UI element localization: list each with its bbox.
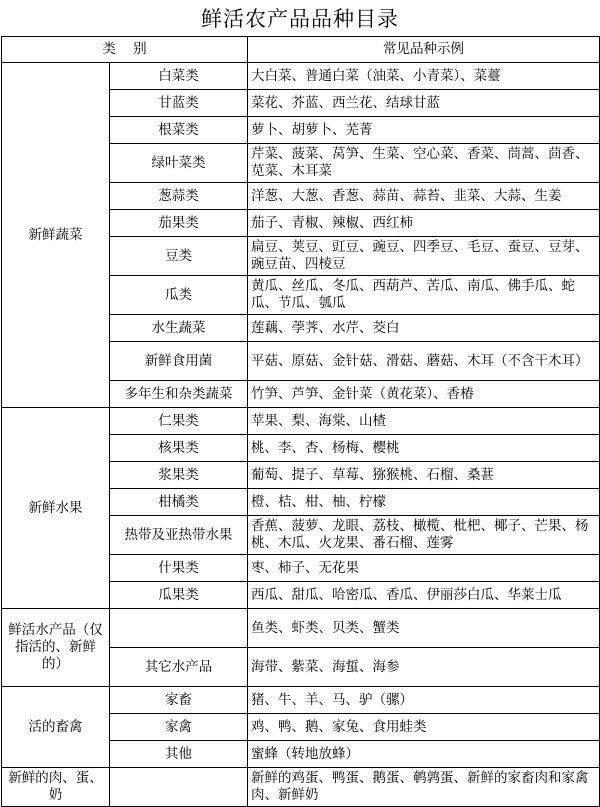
subcategory: 仁果类	[110, 408, 248, 435]
subcategory: 瓜果类	[110, 582, 248, 609]
examples: 鸡、鸭、鹅、家兔、食用蛙类	[248, 714, 600, 741]
header-category: 类 别	[2, 37, 248, 63]
subcategory: 多年生和杂类蔬菜	[110, 381, 248, 408]
table-row	[2, 768, 600, 807]
header-examples: 常见品种示例	[248, 37, 600, 63]
subcategory: 甘蓝类	[110, 90, 248, 117]
subcategory: 绿叶菜类	[110, 144, 248, 183]
table-row	[2, 63, 600, 90]
category-aquatic: 鲜活水产品（仅指活的、新鲜的）	[2, 609, 110, 687]
subcategory: 家禽	[110, 714, 248, 741]
examples: 香蕉、菠萝、龙眼、荔枝、橄榄、枇杷、椰子、芒果、杨桃、木瓜、火龙果、番石榴、莲雾	[248, 516, 600, 555]
examples: 海带、紫菜、海蜇、海参	[248, 648, 600, 687]
subcategory: 家畜	[110, 687, 248, 714]
subcategory: 柑橘类	[110, 489, 248, 516]
examples: 大白菜、普通白菜（油菜、小青菜）、菜薹	[248, 63, 600, 90]
subcategory	[110, 609, 248, 648]
examples: 芹菜、菠菜、莴笋、生菜、空心菜、香菜、茼蒿、茴香、苋菜、木耳菜	[248, 144, 600, 183]
examples: 桃、李、杏、杨梅、樱桃	[248, 435, 600, 462]
subcategory: 白菜类	[110, 63, 248, 90]
examples: 蜜蜂（转地放蜂）	[248, 741, 600, 768]
subcategory: 瓜类	[110, 276, 248, 315]
subcategory: 其他	[110, 741, 248, 768]
examples: 茄子、青椒、辣椒、西红柿	[248, 210, 600, 237]
examples: 鱼类、虾类、贝类、蟹类	[248, 609, 600, 648]
table-row	[2, 408, 600, 435]
examples: 平菇、原菇、金针菇、滑菇、蘑菇、木耳（不含干木耳）	[248, 342, 600, 381]
table-row	[2, 609, 600, 648]
category-fruits: 新鲜水果	[2, 408, 110, 609]
subcategory: 茄果类	[110, 210, 248, 237]
page-title: 鲜活农产品品种目录	[201, 7, 399, 31]
catalog-table	[1, 36, 600, 807]
subcategory: 葱蒜类	[110, 183, 248, 210]
subcategory: 新鲜食用菌	[110, 342, 248, 381]
examples: 菜花、芥蓝、西兰花、结球甘蓝	[248, 90, 600, 117]
examples: 竹笋、芦笋、金针菜（黄花菜）、香椿	[248, 381, 600, 408]
category-meat-egg-milk: 新鲜的肉、蛋、奶	[2, 768, 110, 807]
examples: 枣、柿子、无花果	[248, 555, 600, 582]
subcategory	[110, 768, 248, 807]
examples: 橙、桔、柑、柚、柠檬	[248, 489, 600, 516]
table-header-row	[2, 37, 600, 63]
subcategory: 浆果类	[110, 462, 248, 489]
examples: 莲藕、荸荠、水芹、茭白	[248, 315, 600, 342]
subcategory: 豆类	[110, 237, 248, 276]
examples: 葡萄、提子、草莓、猕猴桃、石榴、桑葚	[248, 462, 600, 489]
examples: 扁豆、荚豆、豇豆、豌豆、四季豆、毛豆、蚕豆、豆芽、豌豆苗、四棱豆	[248, 237, 600, 276]
examples: 洋葱、大葱、香葱、蒜苗、蒜苔、韭菜、大蒜、生姜	[248, 183, 600, 210]
category-livestock: 活的畜禽	[2, 687, 110, 768]
subcategory: 其它水产品	[110, 648, 248, 687]
examples: 西瓜、甜瓜、哈密瓜、香瓜、伊丽莎白瓜、华莱士瓜	[248, 582, 600, 609]
examples: 萝卜、胡萝卜、芜菁	[248, 117, 600, 144]
examples: 猪、牛、羊、马、驴（骡）	[248, 687, 600, 714]
subcategory: 核果类	[110, 435, 248, 462]
subcategory: 根菜类	[110, 117, 248, 144]
examples: 黄瓜、丝瓜、冬瓜、西葫芦、苦瓜、南瓜、佛手瓜、蛇瓜、节瓜、瓠瓜	[248, 276, 600, 315]
subcategory: 水生蔬菜	[110, 315, 248, 342]
table-row	[2, 687, 600, 714]
subcategory: 什果类	[110, 555, 248, 582]
category-vegetables: 新鲜蔬菜	[2, 63, 110, 408]
subcategory: 热带及亚热带水果	[110, 516, 248, 555]
examples: 苹果、梨、海棠、山楂	[248, 408, 600, 435]
examples: 新鲜的鸡蛋、鸭蛋、鹅蛋、鹌鹑蛋、新鲜的家畜肉和家禽肉、新鲜奶	[248, 768, 600, 807]
